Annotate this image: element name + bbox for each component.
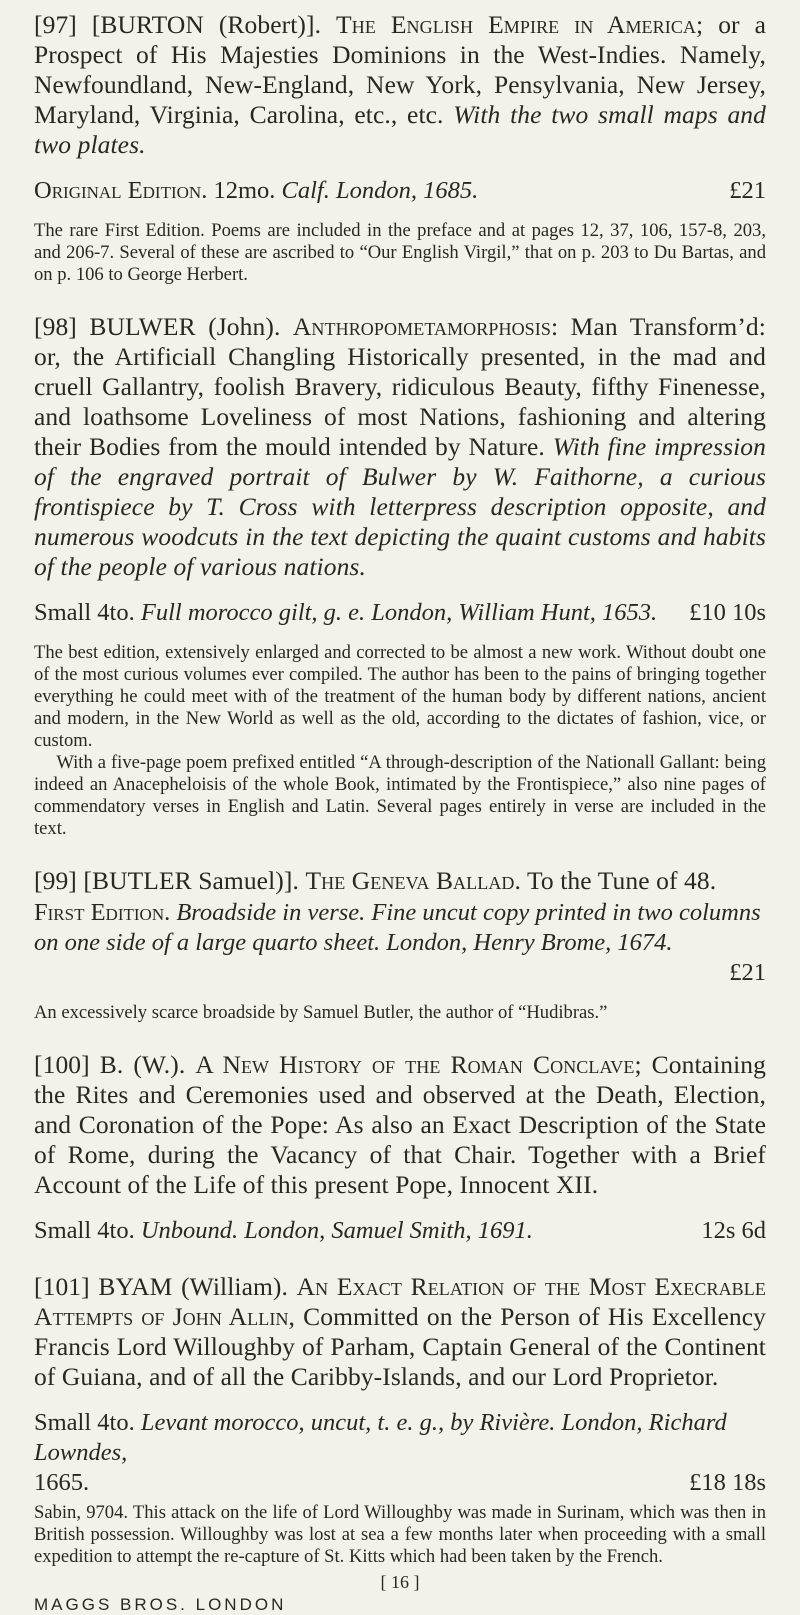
entry-meta [34, 598, 766, 628]
entry-author: [BUTLER Samuel)]. [83, 866, 299, 895]
entry-number: [99] [34, 866, 77, 895]
entry-heading [34, 312, 766, 582]
entry-title-rest: Committed on the Person of His Excellency Francis Lord Willoughby of Parham, Captain General of the Continent of Guiana, and of all the Caribby-Islands, and our Lord Proprietor. [34, 1302, 766, 1391]
entry-title: An Exact Relation of the Most Execrable Attempts of John Allin, [34, 1272, 766, 1331]
entry-meta [34, 898, 766, 988]
entry-binding: Broadside in verse. Fine uncut copy printed in two columns on one side of a large quarto sheet. London, Henry Brome, 1674. [34, 899, 761, 956]
entry-meta [34, 1216, 766, 1246]
entry-title-rest: Man Transform’d: or, the Artificiall Changling Historically presented, in the mad and cruell Gallantry, foolish Bravery, ridiculous Beauty, fifthy Finenesse, and loathsome Loveliness of most Nations, fashioning and altering their Bodies from the mould intended by Nature. [34, 312, 766, 461]
entry-price: £10 10s [689, 599, 766, 626]
catalogue-entry-100 [34, 1050, 766, 1246]
entry-title: Anthropometamorphosis: [292, 312, 559, 341]
entry-note: Sabin, 9704. This attack on the life of Lord Willoughby was made in Surinam, which was then in British possession. Willoughby was lost at sea a few months later when proceeding with a small expedition to attempt the re-capture of St. Kitts which had been taken by the French. [34, 1502, 766, 1567]
entry-title-italic: With fine impression of the engraved portrait of Bulwer by W. Faithorne, a curious frontispiece by T. Cross with letterpress description opposite, and numerous woodcuts in the text depicting the quaint customs and habits of the people of various nations. [34, 432, 766, 581]
entry-author: BYAM (William). [98, 1272, 288, 1301]
entry-heading [34, 1050, 766, 1200]
entry-price: £21 [729, 959, 766, 986]
entry-title-italic: With the two small maps and two plates. [34, 100, 766, 159]
entry-heading [34, 1272, 766, 1392]
entry-meta [34, 1408, 766, 1498]
entry-binding: Calf. London, 1685. [281, 177, 479, 204]
entry-binding: Full morocco gilt, g. e. London, William Hunt, 1653. [140, 599, 658, 626]
entry-year: 1665. [34, 1469, 90, 1496]
entry-price: £21 [729, 177, 766, 204]
entry-title: The Geneva Ballad. [305, 866, 522, 895]
entry-format: Small 4to. [34, 1409, 141, 1436]
entry-author: BULWER (John). [89, 312, 281, 341]
entry-title-rest: Containing the Rites and Ceremonies used and observed at the Death, Election, and Coronation of the Pope: As also an Exact Description of the State of Rome, during the Vacancy of that Chair. Together with a Brief Account of the Life of this present Pope, Innocent XII. [34, 1050, 766, 1199]
entry-number: [100] [34, 1050, 90, 1079]
entry-number: [97] [34, 10, 77, 39]
entry-note: With a five-page poem prefixed entitled “A through-description of the Nationall Gallant: being indeed an Anacepheloisis of the whole Book, intimated by the Frontispiece,” also nine pages of commendatory verses in English and Latin. Several pages entirely in verse are included in the text. [34, 752, 766, 839]
entry-note: The best edition, extensively enlarged and corrected to be almost a new work. Without doubt one of the most curious volumes ever compiled. The author has been to the pains of bringing together everything he could meet with of the treatment of the human body by different nations, ancient and modern, in the New World as well as the old, according to the dictates of fashion, vice, or custom. [34, 642, 766, 751]
entry-format: 12mo. [207, 177, 282, 204]
entry-heading [34, 866, 766, 896]
entry-edition: Original Edition. [34, 177, 208, 204]
entry-edition: First Edition. [34, 899, 171, 926]
catalogue-entry-101 [34, 1272, 766, 1568]
entry-price: £18 18s [689, 1469, 766, 1496]
entry-author: B. (W.). [99, 1050, 186, 1079]
entry-note: An excessively scarce broadside by Samuel Butler, the author of “Hudibras.” [34, 1002, 608, 1023]
entry-binding: Unbound. London, Samuel Smith, 1691. [140, 1217, 533, 1244]
entry-number: [98] [34, 312, 77, 341]
entry-heading [34, 10, 766, 160]
entry-binding: Levant morocco, uncut, t. e. g., by Rivière. London, Richard Lowndes, [34, 1409, 727, 1466]
entry-price: 12s 6d [701, 1217, 766, 1244]
entry-author: [BURTON (Robert)]. [91, 10, 322, 39]
catalogue-entry-98 [34, 312, 766, 840]
entry-meta [34, 176, 766, 206]
entry-title: A New History of the Roman Conclave; [195, 1050, 642, 1079]
publisher-imprint: MAGGS BROS. LONDON [34, 1595, 287, 1614]
entry-title-rest: To the Tune of 48. [521, 866, 717, 895]
entry-number: [101] [34, 1272, 90, 1301]
entry-note: The rare First Edition. Poems are included in the preface and at pages 12, 37, 106, 157-8, 203, and 206-7. Several of these are ascribed to “Our English Virgil,” that on p. 203 to Du Bartas, and on p. 106 to George Herbert. [34, 220, 766, 285]
catalogue-entry-99 [34, 866, 766, 1024]
entry-title: The English Empire in America; [336, 10, 704, 39]
entry-format: Small 4to. [34, 599, 141, 626]
entry-format: Small 4to. [34, 1217, 141, 1244]
entry-title-rest: or a Prospect of His Majesties Dominions in the West-Indies. Namely, Newfoundland, New-England, New York, Pensylvania, New Jersey, Maryland, Virginia, Carolina, etc., etc. [34, 10, 766, 129]
page-number: [ 16 ] [380, 1572, 420, 1592]
catalogue-entry-97 [34, 10, 766, 286]
